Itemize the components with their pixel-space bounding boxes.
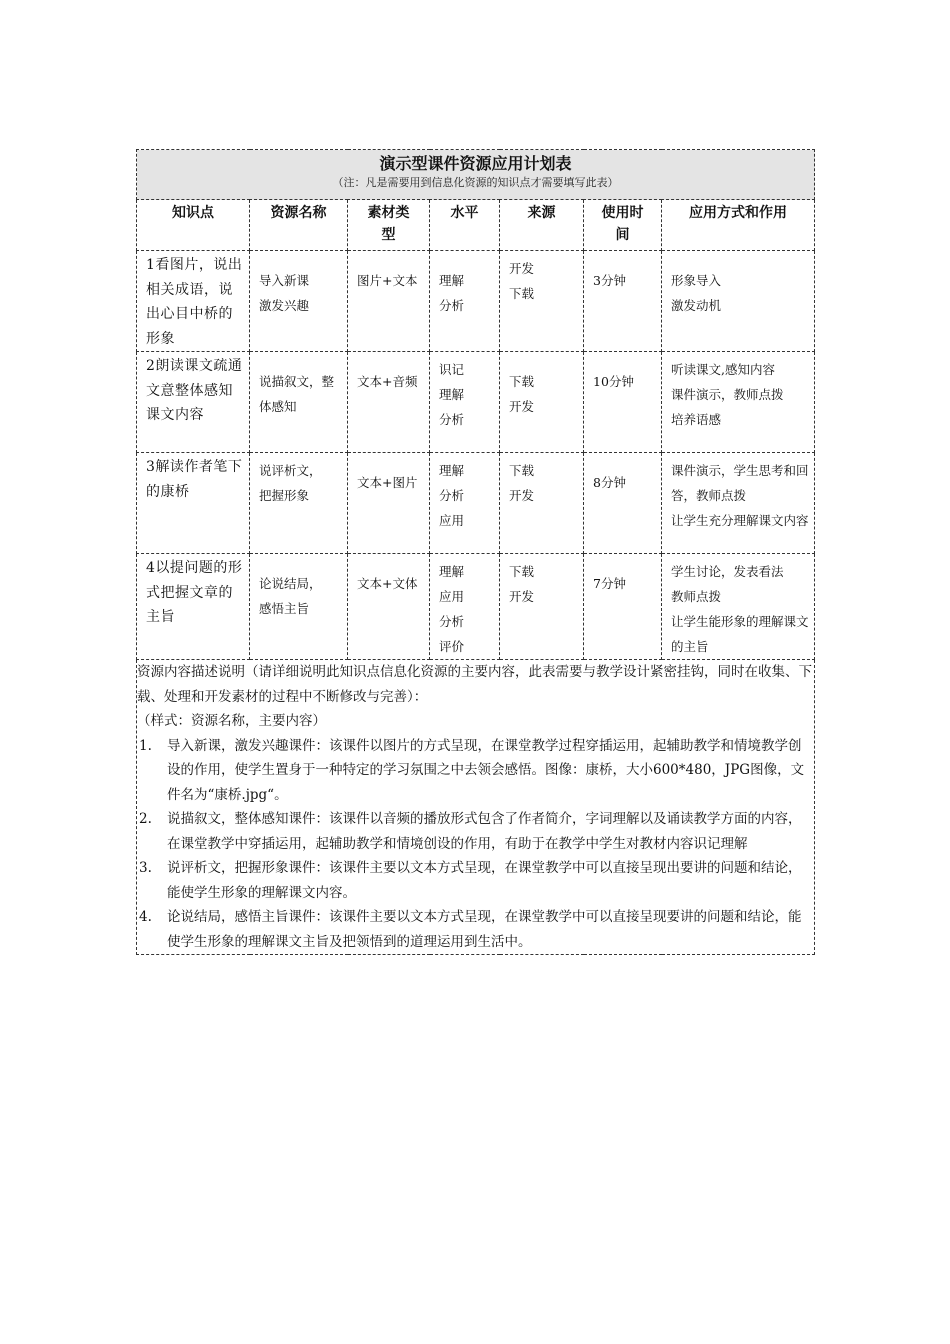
knowledge-cell: 4以提问题的形式把握文章的主旨: [137, 554, 250, 660]
description-cell: [137, 660, 815, 955]
column-header-time: 使用时间: [584, 200, 662, 251]
usage-cell: 课件演示，学生思考和回答，教师点拨 让学生充分理解课文内容: [662, 453, 815, 554]
usage-cell: 听读课文,感知内容 课件演示，教师点拨 培养语感: [662, 352, 815, 453]
time-cell: 7分钟: [584, 554, 662, 660]
material-cell: 图片+文本: [348, 251, 430, 352]
resource-plan-sheet: [136, 149, 814, 955]
list-item: 1. 导入新课，激发兴趣课件：该课件以图片的方式呈现，在课堂教学过程穿插运用，起辅助教学和情境教学创设的作用，使学生置身于一种特定的学习氛围之中去领会感悟。图像：康桥，大小600*480，JPG图像，文件名为“康桥.jpg“。: [139, 737, 805, 803]
list-item: 3. 说评析文，把握形象课件：该课件主要以文本方式呈现，在课堂教学中可以直接呈现出要讲的问题和结论，能使学生形象的理解课文内容。: [139, 860, 802, 901]
material-cell: 文本+文体: [348, 554, 430, 660]
column-header-usage: 应用方式和作用: [662, 200, 815, 251]
level-cell: 理解 分析: [430, 251, 500, 352]
time-cell: 8分钟: [584, 453, 662, 554]
resource-cell: 说描叙文，整体感知: [250, 352, 348, 453]
time-cell: 10分钟: [584, 352, 662, 453]
description-intro: 资源内容描述说明（请详细说明此知识点信息化资源的主要内容，此表需要与教学设计紧密挂钩，同时在收集、下载、处理和开发素材的过程中不断修改与完善）：: [137, 664, 812, 705]
description-list: [137, 734, 814, 955]
knowledge-cell: 3解读作者笔下的康桥: [137, 453, 250, 554]
level-cell: 识记 理解 分析: [430, 352, 500, 453]
material-cell: 文本+音频: [348, 352, 430, 453]
title-cell: [137, 150, 815, 200]
time-cell: 3分钟: [584, 251, 662, 352]
column-header-material: 素材类型: [348, 200, 430, 251]
resource-cell: 说评析文， 把握形象: [250, 453, 348, 554]
usage-cell: 学生讨论，发表看法 教师点拨 让学生能形象的理解课文的主旨: [662, 554, 815, 660]
level-cell: 理解 应用 分析 评价: [430, 554, 500, 660]
table-row: [137, 453, 815, 554]
source-cell: 下载 开发: [500, 352, 584, 453]
knowledge-cell: 1看图片，说出相关成语，说出心目中桥的形象: [137, 251, 250, 352]
header-row: [137, 200, 815, 251]
table-row: [137, 352, 815, 453]
table-row: [137, 554, 815, 660]
resource-plan-table: [136, 149, 815, 955]
table-note: （注：凡是需要用到信息化资源的知识点才需要填写此表）: [332, 176, 619, 189]
source-cell: 下载 开发: [500, 453, 584, 554]
column-header-source: 来源: [500, 200, 584, 251]
column-header-knowledge: 知识点: [137, 200, 250, 251]
usage-cell: 形象导入 激发动机: [662, 251, 815, 352]
source-cell: 下载 开发: [500, 554, 584, 660]
column-header-resource: 资源名称: [250, 200, 348, 251]
source-cell: 开发 下载: [500, 251, 584, 352]
material-cell: 文本+图片: [348, 453, 430, 554]
column-header-level: 水平: [430, 200, 500, 251]
table-row: [137, 251, 815, 352]
level-cell: 理解 分析 应用: [430, 453, 500, 554]
resource-cell: 导入新课 激发兴趣: [250, 251, 348, 352]
list-item: 4. 论说结局，感悟主旨课件：该课件主要以文本方式呈现，在课堂教学中可以直接呈现要讲的问题和结论，能使学生形象的理解课文主旨及把领悟到的道理运用到生活中。: [139, 909, 802, 950]
list-item: 2. 说描叙文，整体感知课件：该课件以音频的播放形式包含了作者简介，字词理解以及诵读教学方面的内容，在课堂教学中穿插运用，起辅助教学和情境创设的作用，有助于在教学中学生对教材内容识记理解: [139, 811, 802, 852]
knowledge-cell: 2朗读课文疏通文意整体感知课文内容: [137, 352, 250, 453]
table-title: 演示型课件资源应用计划表: [379, 154, 572, 173]
resource-cell: 论说结局， 感悟主旨: [250, 554, 348, 660]
description-format: （样式：资源名称，主要内容）: [137, 713, 326, 729]
